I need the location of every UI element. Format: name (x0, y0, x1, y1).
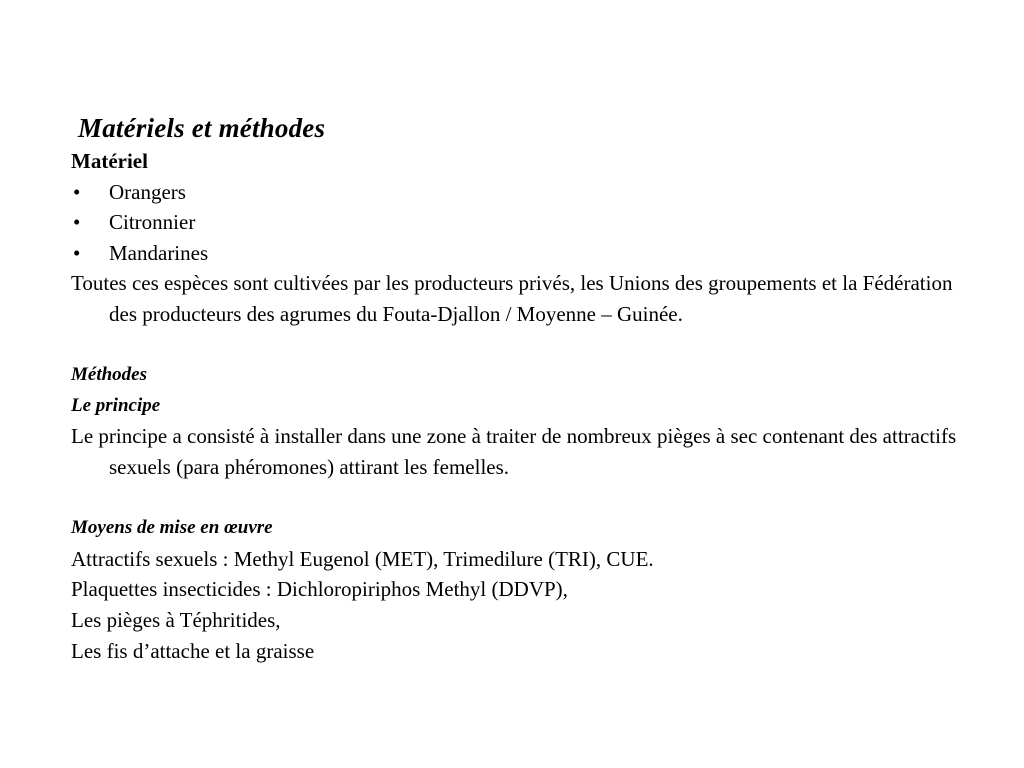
moyens-line: Plaquettes insecticides : Dichloropiriphos Methyl (DDVP), (71, 577, 568, 602)
list-item (71, 207, 981, 238)
list-item (71, 177, 981, 208)
list-item-label: Orangers (109, 179, 186, 204)
materiel-heading: Matériel (71, 149, 148, 173)
list-item (71, 238, 981, 269)
bullet-icon: • (73, 210, 81, 235)
slide-content (71, 110, 981, 666)
moyens-line: Attractifs sexuels : Methyl Eugenol (MET), Trimedilure (TRI), CUE. (71, 546, 654, 571)
materiel-paragraph: Toutes ces espèces sont cultivées par les producteurs privés, les Unions des groupements et la Fédération des producteurs des agrumes du Fouta-Djallon / Moyenne – Guinée. (71, 271, 953, 326)
spacer (71, 483, 981, 514)
slide-title: Matériels et méthodes (78, 113, 326, 143)
bullet-icon: • (73, 179, 81, 204)
principe-paragraph: Le principe a consisté à installer dans une zone à traiter de nombreux pièges à sec contenant des attractifs sexuels (para phéromones) attirant les femelles. (71, 424, 957, 479)
moyens-line: Les fis d’attache et la graisse (71, 638, 315, 663)
moyens-heading: Moyens de mise en œuvre (71, 517, 273, 539)
bullet-icon: • (73, 240, 81, 265)
spacer (71, 330, 981, 361)
principe-heading: Le principe (71, 394, 161, 416)
list-item-label: Mandarines (109, 240, 209, 265)
methodes-heading: Méthodes (71, 364, 147, 386)
moyens-line: Les pièges à Téphritides, (71, 607, 281, 632)
list-item-label: Citronnier (109, 210, 196, 235)
materiel-list (71, 177, 981, 269)
